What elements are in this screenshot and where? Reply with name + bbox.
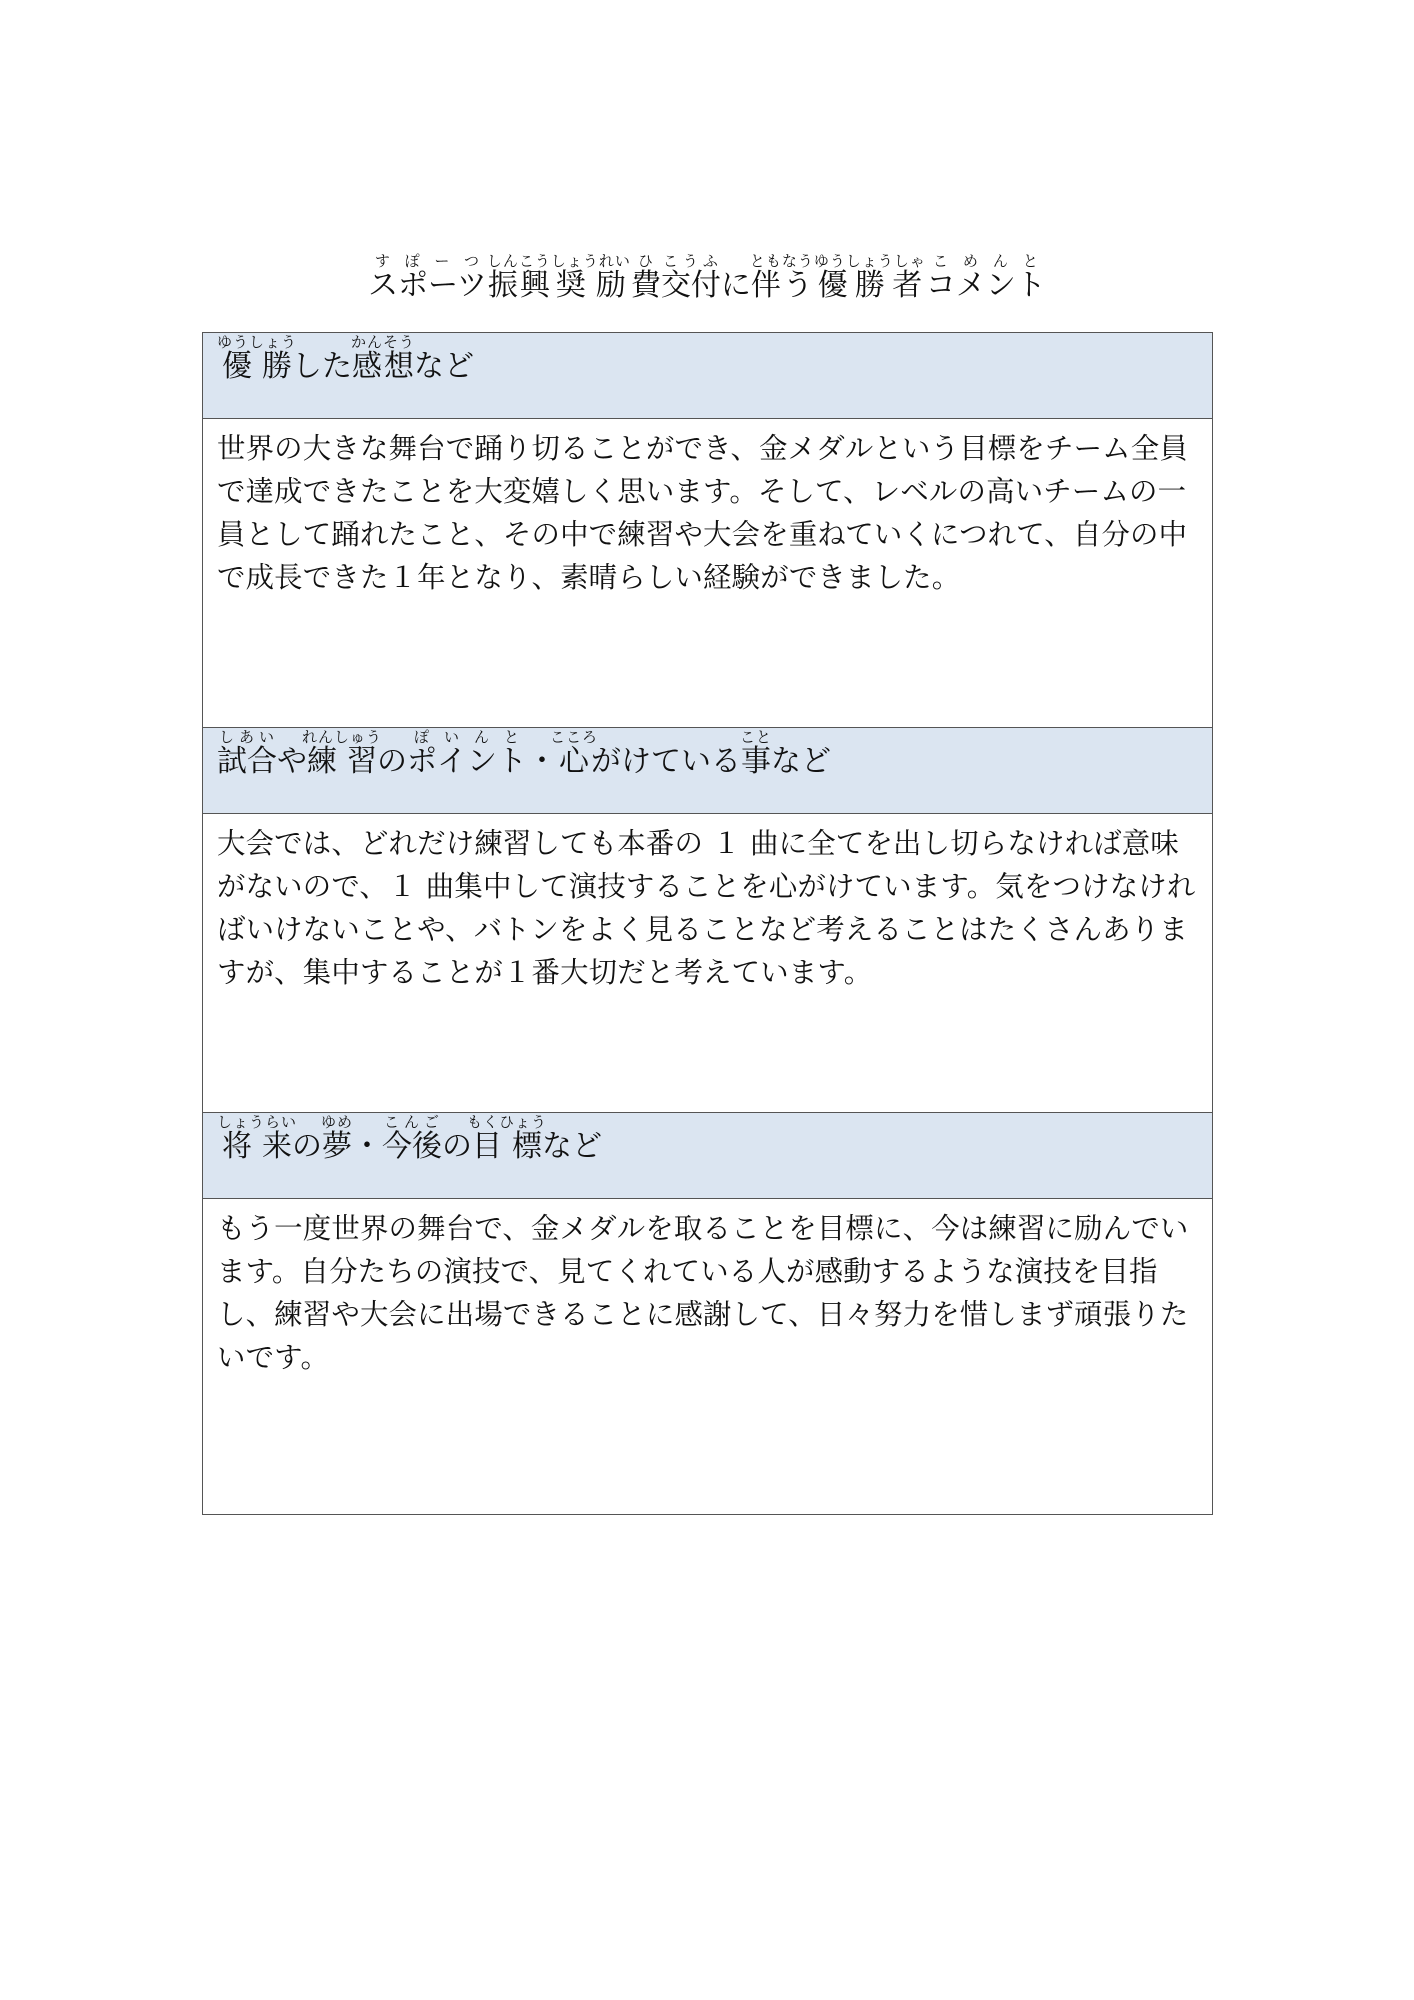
heading-ruby: 将来しょうらい (217, 1113, 298, 1164)
heading-text: の (442, 1129, 473, 1164)
heading-ruby: 感想かんそう (351, 333, 416, 384)
heading-ruby: 夢ゆめ (321, 1113, 354, 1164)
heading-text: の (377, 744, 408, 779)
heading-ruby: 今後こんご (382, 1113, 443, 1164)
heading-text: した (292, 349, 353, 384)
heading-ruby: 心こころ (550, 728, 599, 779)
title-ruby: スポーツすぽーつ (368, 252, 487, 303)
heading-ruby: ポイントぽいんと (407, 728, 528, 779)
section-heading-practice-points (203, 728, 1212, 814)
section-body-future-goals: もう一度世界の舞台で、金メダルを取ることを目標に、今は練習に励んでいます。自分たちの演技で、見てくれている人が感動するような演技を目指し、練習や大会に出場できることに感謝して、日々努力を惜しまず頑張りたいです。 (217, 1212, 1189, 1374)
heading-ruby: 優勝ゆうしょう (217, 333, 298, 384)
heading-text: ・ (352, 1129, 383, 1164)
title-text: に (720, 268, 751, 303)
heading-text: の (292, 1129, 323, 1164)
section-heading-impressions (203, 333, 1212, 419)
heading-ruby: 練習れんしゅう (302, 728, 383, 779)
heading-text: など (414, 349, 475, 384)
page-title (0, 252, 1414, 304)
heading-text: がけている (591, 744, 742, 779)
heading-text: など (542, 1129, 603, 1164)
title-ruby: 費ひ (630, 252, 661, 303)
title-ruby: コメントこめんと (925, 252, 1046, 303)
comment-table (202, 332, 1213, 1515)
title-ruby: 優勝者ゆうしょうしゃ (813, 252, 926, 303)
heading-ruby: 目標もくひょう (467, 1113, 548, 1164)
title-ruby: 奨励しょうれい (550, 252, 631, 303)
section-body-impressions: 世界の大きな舞台で踊り切ることができ、金メダルという目標をチーム全員で達成できたことを大変嬉しく思います。そして、レベルの高いチームの一員として踊れたこと、その中で練習や大会を重ねていくにつれて、自分の中で成長できた１年となり、素晴らしい経験ができました。 (203, 419, 1212, 728)
section-body-practice-points: 大会では、どれだけ練習しても本番の １ 曲に全てを出し切らなければ意味がないので、１ 曲集中して演技することを心がけています。気をつけなければいけないことや、バトンをよく見ることなど考えることはたくさんありますが、集中することが１番大切だと考えています。 (203, 814, 1212, 1113)
title-ruby: 伴うともなう (749, 252, 814, 303)
heading-text: など (771, 744, 832, 779)
heading-ruby: 事こと (740, 728, 773, 779)
heading-ruby: 試合しあい (217, 728, 277, 779)
heading-text: や (277, 744, 307, 779)
title-ruby: 交付こうふ (660, 252, 721, 303)
title-ruby: 振興しんこう (486, 252, 551, 303)
section-heading-future-goals (203, 1113, 1212, 1199)
heading-text: ・ (527, 744, 558, 779)
